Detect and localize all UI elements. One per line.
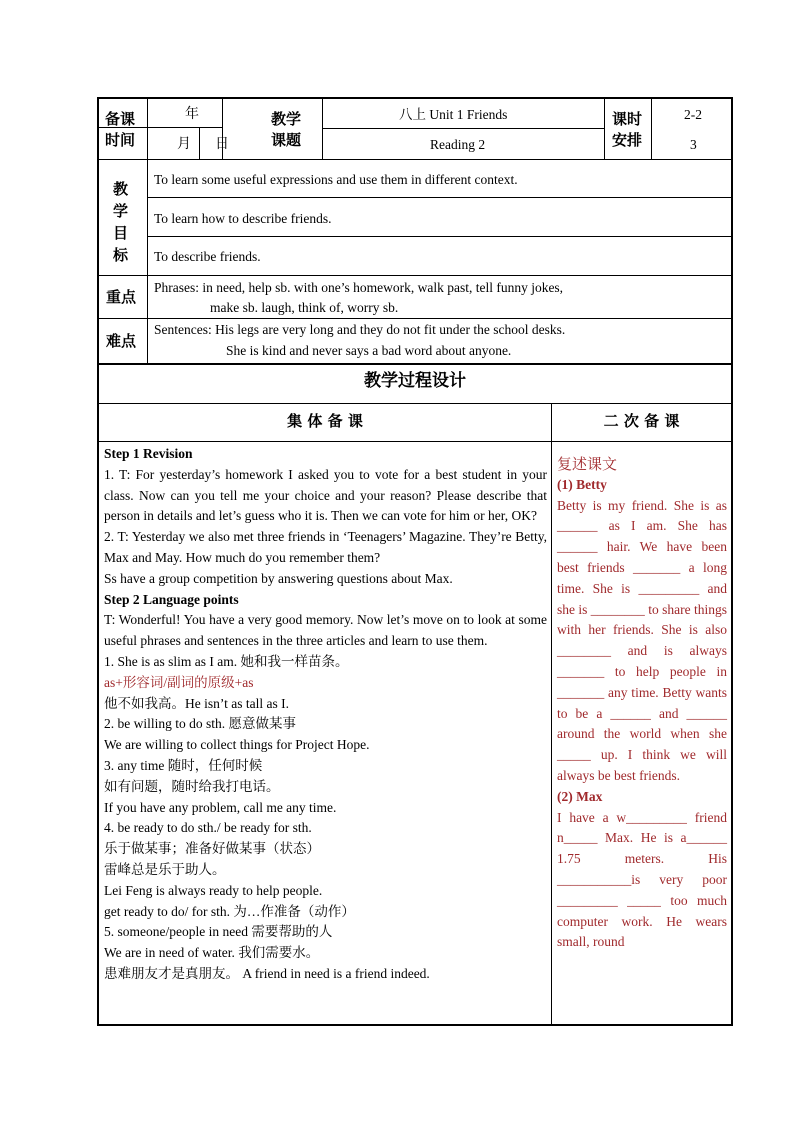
goal-item: To learn how to describe friends.: [154, 211, 332, 226]
topic-line-1: 八上 Unit 1 Friends: [399, 107, 508, 122]
step-1-title: Step 1 Revision: [104, 446, 193, 461]
step-2-title: Step 2 Language points: [104, 591, 239, 607]
language-point: If you have any problem, call me any time.: [104, 799, 337, 815]
goal-item: To describe friends.: [154, 249, 261, 264]
language-point: 他不如我高。He isn’t as tall as I.: [104, 695, 289, 711]
goals-label: 教学目标: [113, 180, 129, 264]
year-label: 年: [185, 106, 199, 122]
language-point: Lei Feng is always ready to help people.: [104, 882, 323, 898]
paragraph: 2. T: Yesterday we also met three friends in ‘Teenagers’ Magazine. They’re Betty, Max and May. How much do you remember them?: [104, 529, 547, 565]
language-point: 患难朋友才是真朋友。 A friend in need is a friend indeed.: [104, 965, 430, 981]
day-label: 日: [215, 136, 229, 152]
language-point: 1. She is as slim as I am. 她和我一样苗条。: [104, 653, 349, 669]
language-point: get ready to do/ for sth. 为…作准备（动作）: [104, 903, 355, 919]
left-column-body: [104, 444, 547, 985]
language-point: 5. someone/people in need 需要帮助的人: [104, 924, 333, 940]
language-point: 3. any time 随时，任何时候: [104, 757, 263, 773]
betty-text: Betty is my friend. She is as ______ as I am. She has ______ hair. We have been best friends _______ a long time. She is _________ and she is ________ to share things with her friends. She is also ________ and is always _______ to help people in _______ any time. Betty wants to be a ______ and ______ around the world when she _____ up. I think we will always be best friends.: [557, 497, 727, 783]
language-point: 4. be ready to do sth./ be ready for sth.: [104, 820, 312, 836]
retell-title: 复述课文: [557, 455, 618, 473]
topic-line-2: Reading 2: [430, 137, 486, 152]
left-column-title: 集 体 备 课: [287, 412, 363, 430]
paragraph: T: Wonderful! You have a very good memory. Now let’s move on to look at some useful phrases and sentences in the three articles and learn to use them.: [104, 612, 547, 649]
max-text: I have a w_________ friend n_____ Max. He is a______ 1.75 meters. His ___________is very poor _________ _____ too much computer work. He wears small, round: [557, 809, 727, 950]
language-point: 乐于做某事；准备好做某事（状态）: [104, 841, 320, 857]
difficulties-line-2: She is kind and never says a bad word about anyone.: [226, 343, 512, 358]
process-title: 教学过程设计: [364, 371, 466, 391]
language-point: 如有问题，随时给我打电话。: [104, 778, 280, 794]
language-point: We are willing to collect things for Project Hope.: [104, 737, 370, 753]
right-column-body: [557, 454, 727, 953]
schedule-value-2: 3: [690, 137, 697, 152]
paragraph: Ss have a group competition by answering questions about Max.: [104, 570, 453, 586]
lesson-plan-table: [97, 97, 733, 1026]
goal-item: To learn some useful expressions and use them in different context.: [154, 172, 518, 187]
key-points-label: 重点: [106, 288, 137, 306]
betty-title: (1) Betty: [557, 476, 607, 492]
language-point: 雷峰总是乐于助人。: [104, 861, 226, 877]
language-point: We are in need of water. 我们需要水。: [104, 945, 320, 961]
prep-time-label: 备课时间: [105, 110, 136, 149]
max-title: (2) Max: [557, 788, 603, 804]
schedule-value-1: 2-2: [684, 107, 702, 122]
key-points-line-1: Phrases: in need, help sb. with one’s homework, walk past, tell funny jokes,: [154, 280, 564, 295]
language-point: 2. be willing to do sth. 愿意做某事: [104, 716, 296, 732]
difficulties-line-1: Sentences: His legs are very long and they do not fit under the school desks.: [154, 322, 566, 337]
topic-label: 教学课题: [271, 110, 302, 149]
paragraph: 1. T: For yesterday’s homework I asked you to vote for a best student in your class. Now can you tell me your choice and your reason? Please describe that person in details and let’s guess who it is. Then we can vote for him or her, OK?: [104, 466, 547, 524]
difficulties-label: 难点: [106, 332, 137, 350]
right-column-title: 二 次 备 课: [603, 412, 680, 430]
schedule-label: 课时安排: [612, 110, 643, 149]
key-points-line-2: make sb. laugh, think of, worry sb.: [210, 300, 399, 315]
month-label: 月: [177, 136, 191, 152]
grammar-rule: as+形容词/副词的原级+as: [104, 674, 254, 690]
